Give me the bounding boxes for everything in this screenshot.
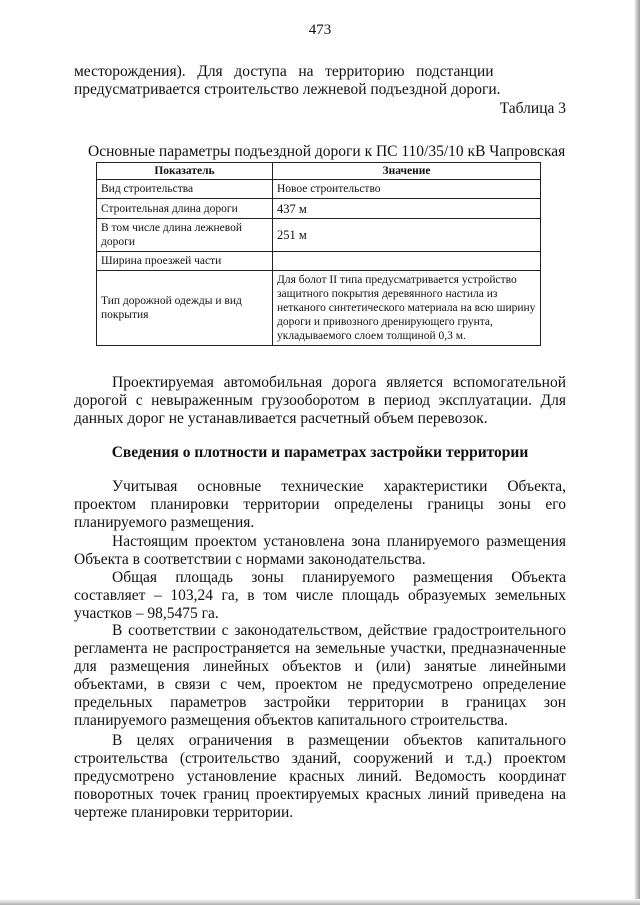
paragraph: Общая площадь зоны планируемого размещения Объекта составляет – 103,24 га, в том числе площадь образуемых земельных участков – 98,5475 га.	[74, 569, 566, 622]
paragraph: Настоящим проектом установлена зона планируемого размещения Объекта в соответствии с нормами законодательства.	[74, 533, 566, 568]
table-label: Таблица 3	[499, 100, 566, 117]
table-cell-indicator: В том числе длина лежневой дороги	[97, 219, 273, 252]
table-cell-value: 437 м	[273, 199, 541, 219]
table-header-cell: Показатель	[97, 163, 273, 180]
section-heading: Сведения о плотности и параметрах застройки территории	[111, 444, 529, 461]
parameters-table	[96, 162, 541, 346]
paragraph-road: Проектируемая автомобильная дорога является вспомогательной дорогой с невыраженным грузооборотом в период эксплуатации. Для данных дорог не устанавливается расчетный объем перевозок.	[74, 374, 566, 427]
table-row	[97, 180, 541, 199]
scan-edge-right	[634, 0, 640, 905]
table-cell-value: Для болот II типа предусматривается устройство защитного покрытия деревянного настила из нетканого синтетического материала на всю ширину дороги и привозного дренирующего грунта, укладываемого слоем толщиной 0,3 м.	[273, 271, 541, 346]
table-header-cell: Значение	[273, 163, 541, 180]
table-cell-indicator: Тип дорожной одежды и вид покрытия	[97, 271, 273, 346]
table-cell-value: Новое строительство	[273, 180, 541, 199]
table-row	[97, 271, 541, 346]
table-caption: Основные параметры подъездной дороги к ПС 110/35/10 кВ Чапровская	[88, 143, 566, 160]
table-row	[97, 199, 541, 219]
paragraph: В целях ограничения в размещении объектов капитального строительства (строительство зданий, сооружений и т.д.) проектом предусмотрено установление красных линий. Ведомость координат поворотных точек границ проектируемых красных линий приведена на чертеже планировки территории.	[74, 732, 566, 821]
intro-line-2: предусматривается строительство лежневой подъездной дороги.	[74, 81, 501, 98]
table-cell-indicator: Вид строительства	[97, 180, 273, 199]
intro-line-1: месторождения). Для доступа на территорию подстанции	[74, 63, 494, 80]
scan-edge-bottom	[0, 899, 640, 905]
table-cell-value	[273, 252, 541, 271]
paragraph: В соответствии с законодательством, действие градостроительного регламента не распространяется на земельные участки, предназначенные для размещения линейных объектов и (или) занятые линейными объектами, в связи с чем, проектом не предусмотрено определение предельных параметров застройки территории в границах зон планируемого размещения объектов капитального строительства.	[74, 622, 566, 729]
table-row	[97, 252, 541, 271]
table-cell-indicator: Строительная длина дороги	[97, 199, 273, 219]
page-number: 473	[308, 22, 332, 38]
paragraph: Учитывая основные технические характеристики Объекта, проектом планировки территории определены границы зоны его планируемого размещения.	[74, 478, 566, 531]
table-header-row	[97, 163, 541, 180]
table-row	[97, 219, 541, 252]
table-cell-value: 251 м	[273, 219, 541, 252]
table-cell-indicator: Ширина проезжей части	[97, 252, 273, 271]
